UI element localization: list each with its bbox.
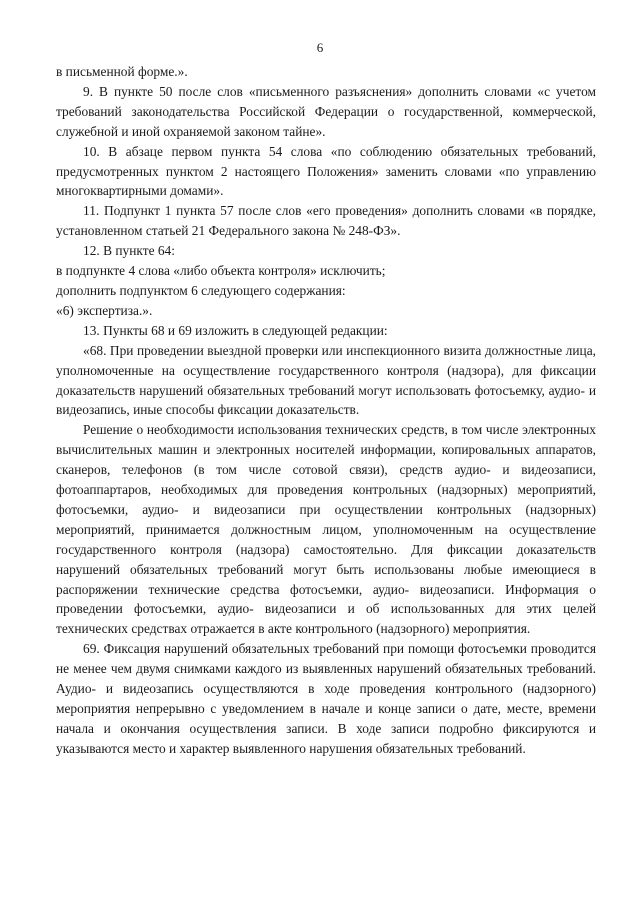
paragraph-item-12-sub-3: «6) экспертиза.». [56, 302, 153, 318]
paragraph-continuation: в письменной форме.». [56, 64, 188, 79]
paragraph-item-13: 13. Пункты 68 и 69 изложить в следующей редакции: [83, 322, 388, 338]
paragraph-item-11: 11. Подпункт 1 пункта 57 после слов «его проведения» дополнить словами «в порядке, установленном статьей 21 Федерального закона № 248-ФЗ». [56, 203, 596, 239]
paragraph-point-68: «68. При проведении выездной проверки или инспекционного визита должностные лица, уполномоченные на осуществление государственного контроля (надзора), для фиксации доказательств нарушений обязательных требований могут использовать фотосъемку, аудио- и видеозапись, иные способы фиксации доказательств. [56, 342, 596, 418]
paragraph-item-10: 10. В абзаце первом пункта 54 слова «по соблюдению обязательных требований, предусмотренных пунктом 2 настоящего Положения» заменить словами «по управлению многоквартирными домами». [56, 143, 596, 199]
document-body [56, 62, 596, 759]
paragraph-point-69: 69. Фиксация нарушений обязательных требований при помощи фотосъемки проводится не менее чем двумя снимками каждого из выявленных нарушений обязательных требований. Аудио- и видеозапись осуществляются в ходе проведения контрольного (надзорного) мероприятия непрерывно с уведомлением в начале и конце записи о дате, месте, времени начала и окончания осуществления записи. В ходе записи подробно фиксируются и указываются место и характер выявленного нарушения обязательных требований. [56, 641, 596, 756]
page-number: 6 [316, 40, 324, 55]
paragraph-item-12-sub-2: дополнить подпунктом 6 следующего содержания: [56, 282, 346, 298]
paragraph-item-9: 9. В пункте 50 после слов «письменного разъяснения» дополнить словами «с учетом требований законодательства Российской Федерации о государственной, коммерческой, служебной и иной охраняемой законом тайне». [56, 83, 596, 139]
paragraph-item-12-sub-1: в подпункте 4 слова «либо объекта контроля» исключить; [56, 263, 386, 279]
paragraph-item-12: 12. В пункте 64: [83, 243, 175, 259]
paragraph-point-68-decision: Решение о необходимости использования технических средств, в том числе электронных вычислительных машин и электронных носителей информации, копировальных аппаратов, сканеров, телефонов (в том числе сотовой связи), средств аудио- и видеозаписи, фотоаппартаров, необходимых для проведения контрольных (надзорных) мероприятий, фотосъемки, аудио- и видеозаписи при осуществлении контрольных (надзорных) мероприятий, принимается должностным лицом, уполномоченным на осуществление государственного контроля (надзора) самостоятельно. Для фиксации доказательств нарушений обязательных требований могут быть использованы любые имеющиеся в распоряжении технические средства фотосъемки, аудио- видеозаписи. Информация о проведении фотосъемки, аудио- видеозаписи и об использованных для этих целей технических средствах отражается в акте контрольного (надзорного) мероприятия. [56, 422, 596, 637]
